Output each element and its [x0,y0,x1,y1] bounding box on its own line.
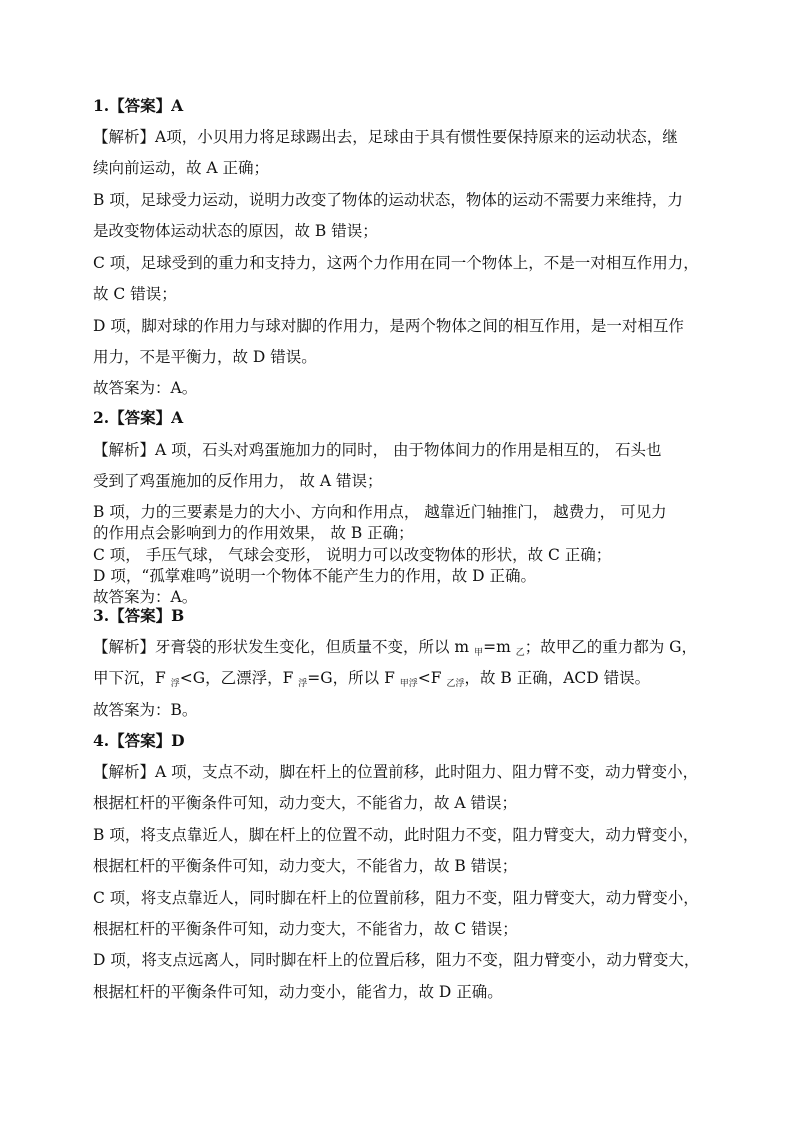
q3-analysis-line-2 [93,668,650,694]
q1-analysis-line: C 项，足球受到的重力和支持力，这两个力作用在同一个物体上，不是一对相互作用力， [93,254,699,272]
q2-analysis-line: C 项， 手压气球， 气球会变形， 说明力可以改变物体的形状，故 C 正确； [93,546,612,564]
q4-answer-header: 4.【答案】D [93,731,185,750]
q3-subscript: 乙浮 [446,679,465,689]
q4-analysis-line: D 项，将支点远离人，同时脚在杆上的位置后移，阻力不变，阻力臂变小，动力臂变大， [93,951,700,969]
q4-analysis-line: B 项，将支点靠近人，脚在杆上的位置不动，此时阻力不变，阻力臂变大，动力臂变小， [93,826,699,844]
q3-text: 甲下沉，F [93,669,171,687]
q2-analysis-line: 【解析】A 项，石头对鸡蛋施加力的同时， 由于物体间力的作用是相互的， 石头也 [93,441,662,459]
q2-analysis-line: 受到了鸡蛋施加的反作用力， 故 A 错误； [93,472,383,490]
q1-analysis-line: 故 C 错误； [93,285,177,303]
q3-answer-header: 3.【答案】B [93,606,185,625]
q1-analysis-line: 续向前运动，故 A 正确； [93,159,270,177]
q1-answer-header: 1.【答案】A [93,96,184,115]
q2-analysis-line: D 项，“孤掌难鸣”说明一个物体不能产生力的作用，故 D 正确。 [93,567,536,585]
q3-text: <F [417,669,447,687]
q1-analysis-line: B 项，足球受力运动，说明力改变了物体的运动状态，物体的运动不需要力来维持，力 [93,191,683,209]
q1-analysis-line: 【解析】A项，小贝用力将足球踢出去，足球由于具有惯性要保持原来的运动状态，继 [93,128,678,146]
q1-analysis-line: 用力，不是平衡力，故 D 错误。 [93,348,317,366]
q1-conclusion: 故答案为：A。 [93,379,198,397]
q3-text: =m [483,638,516,656]
q3-text: <G，乙漂浮，F [179,669,299,687]
q2-analysis-line: B 项，力的三要素是力的大小、方向和作用点， 越靠近门轴推门， 越费力， 可见力 [93,503,667,521]
q1-analysis-line: 是改变物体运动状态的原因，故 B 错误； [93,222,378,240]
q3-subscript: 浮 [170,679,180,689]
q1-analysis-line: D 项，脚对球的作用力与球对脚的作用力，是两个物体之间的相互作用，是一对相互作 [93,317,684,335]
q4-analysis-line: C 项，将支点靠近人，同时脚在杆上的位置前移，阻力不变，阻力臂变大，动力臂变小， [93,889,699,907]
q3-text: ；故甲乙的重力都为 G， [524,638,698,656]
q3-text: 【解析】牙膏袋的形状发生变化，但质量不变，所以 m [93,638,475,656]
q3-subscript: 乙 [515,648,525,658]
q4-analysis-line: 根据杠杆的平衡条件可知，动力变大，不能省力，故 A 错误； [93,794,518,812]
q3-conclusion: 故答案为：B。 [93,701,198,719]
q4-analysis-line: 根据杠杆的平衡条件可知，动力变大，不能省力，故 B 错误； [93,857,518,875]
q4-analysis-line: 根据杠杆的平衡条件可知，动力变大，不能省力，故 C 错误； [93,920,518,938]
q4-analysis-line: 根据杠杆的平衡条件可知，动力变小，能省力，故 D 正确。 [93,983,503,1001]
q3-text: ，故 B 正确，ACD 错误。 [464,669,651,687]
q3-subscript: 浮 [298,679,308,689]
q2-conclusion: 故答案为：A。 [93,588,198,606]
q2-answer-header: 2.【答案】A [93,408,184,427]
q4-analysis-line: 【解析】A 项，支点不动，脚在杆上的位置前移，此时阻力、阻力臂不变，动力臂变小， [93,763,699,781]
q3-text: =G，所以 F [307,669,400,687]
q3-subscript: 甲 [474,648,484,658]
q3-analysis-line-1 [93,637,697,663]
q2-analysis-line: 的作用点会影响到力的作用效果， 故 B 正确； [93,524,414,542]
q3-subscript: 甲浮 [399,679,418,689]
